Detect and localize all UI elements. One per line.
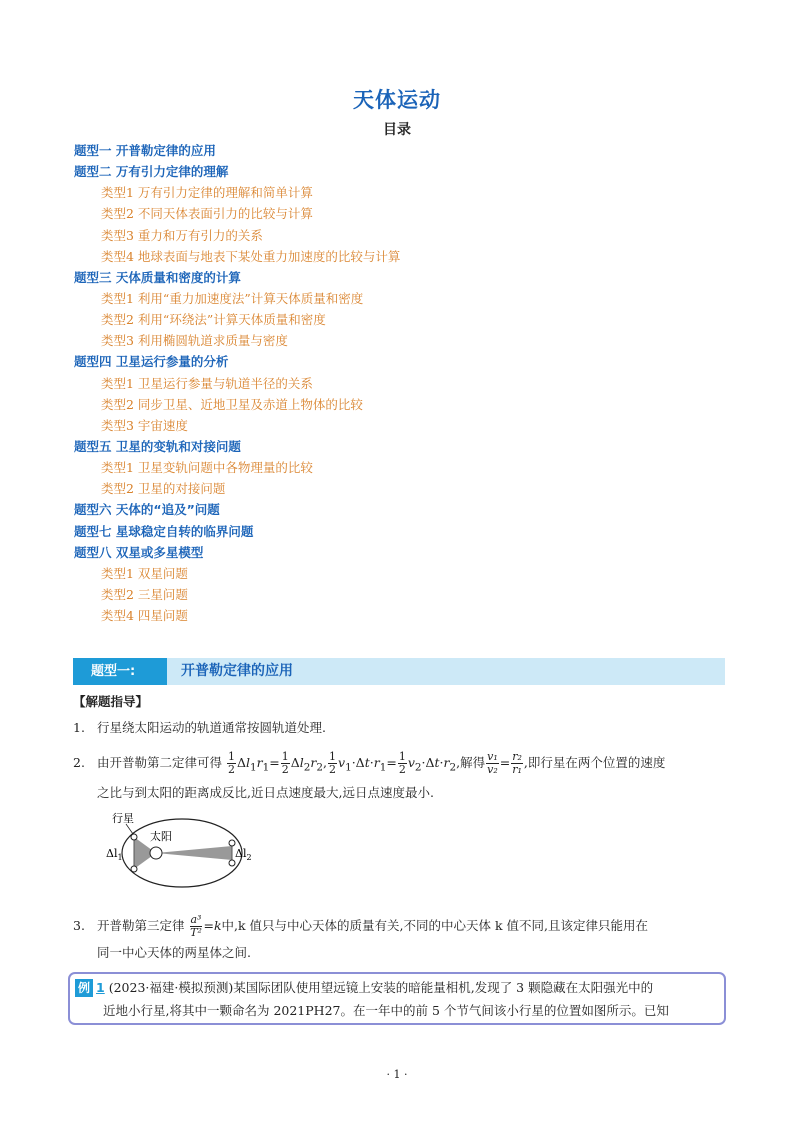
guide-item-1-text: 行星绕太阳运动的轨道通常按圆轨道处理. — [97, 720, 326, 735]
toc-subsection[interactable]: 类型1 万有引力定律的理解和简单计算 — [101, 185, 313, 201]
toc-subsection[interactable]: 类型2 三星问题 — [101, 586, 188, 602]
sun-icon — [150, 847, 162, 859]
toc-subsection[interactable]: 类型2 卫星的对接问题 — [101, 481, 226, 497]
kepler-third-law-fraction: $\frac{\text{a³}}{\text{T²}}$ — [190, 913, 202, 939]
example-box — [68, 972, 726, 1025]
toc-subsection[interactable]: 类型1 卫星运行参量与轨道半径的关系 — [101, 375, 313, 391]
table-of-contents — [74, 140, 400, 626]
guide-item-3: 3. 开普勒第三定律 $\frac{\text{a³}}{\text{T²}}$ =k中,k 值只与中心天体的质量有关,不同的中心天体 k 值不同,且该定律只能用在 — [73, 913, 649, 939]
section-tag: 题型一: — [73, 658, 167, 685]
toc-subsection[interactable]: 类型4 四星问题 — [101, 608, 188, 624]
planet-icon — [131, 834, 137, 840]
planet-label: 行星 — [112, 812, 134, 825]
guide-item-1: 1. 行星绕太阳运动的轨道通常按圆轨道处理. — [73, 720, 326, 735]
example-number: 1 — [96, 980, 105, 995]
guide-item-2: 2. 由开普勒第二定律可得 $\frac{1}{2}$ $\Delta l_1r_1=$ $\frac{1}{2}$ $\Delta l_2r_2$, $\frac{1}{2}$ $v_1\cdot\Delta t\cdot r_1=$ $\frac{1}{2}$ $v_2\cdot\Delta t\cdot r_2$,解得 $\frac{\text{v₁}}{\text{v₂}}$ = $\frac{\text{r₂}}{\text{r₁}}$ ,即行星在两个位置的速度 — [73, 750, 666, 776]
toc-subsection[interactable]: 类型2 同步卫星、近地卫星及赤道上物体的比较 — [101, 396, 363, 412]
toc-subsection[interactable]: 类型1 利用“重力加速度法”计算天体质量和密度 — [101, 290, 364, 306]
toc-subsection[interactable]: 类型4 地球表面与地表下某处重力加速度的比较与计算 — [101, 248, 401, 264]
toc-subsection[interactable]: 类型3 宇宙速度 — [101, 417, 188, 433]
toc-section[interactable]: 题型一 开普勒定律的应用 — [74, 143, 216, 158]
velocity-ratio: $\frac{\text{v₁}}{\text{v₂}}$ — [487, 750, 498, 776]
toc-section[interactable]: 题型四 卫星运行参量的分析 — [74, 354, 229, 370]
toc-section[interactable]: 题型二 万有引力定律的理解 — [74, 164, 229, 180]
example-line-1: (2023·福建·模拟预测)某国际团队使用望远镜上安装的暗能量相机,发现了 3 颗隐藏在太阳强光中的 — [108, 980, 654, 995]
guide-item-3-line2: 同一中心天体的两星体之间. — [97, 945, 251, 960]
swept-area-2 — [156, 846, 232, 860]
toc-subsection[interactable]: 类型2 利用“环绕法”计算天体质量和密度 — [101, 312, 326, 328]
section-banner — [73, 658, 725, 685]
toc-section[interactable]: 题型七 星球稳定自转的临界问题 — [74, 523, 254, 539]
toc-section[interactable]: 题型六 天体的“追及”问题 — [74, 502, 220, 518]
guide-item-2-line2: 之比与到太阳的距离成反比,近日点速度最大,远日点速度最小. — [97, 785, 434, 800]
example-line-2: 近地小行星,将其中一颗命名为 2021PH27。在一年中的前 5 个节气间该小行星的位置如图所示。已知 — [103, 1003, 669, 1018]
toc-subsection[interactable]: 类型2 不同天体表面引力的比较与计算 — [101, 206, 313, 222]
sun-label: 太阳 — [150, 830, 172, 843]
section-title: 开普勒定律的应用 — [181, 663, 293, 679]
page-title: 天体运动 — [353, 88, 441, 112]
delta-l2-label: $\Delta l_2$ — [235, 847, 252, 862]
page-number: · 1 · — [386, 1068, 408, 1081]
fraction-half: $\frac{1}{2}$ — [228, 750, 235, 776]
example-tag: 例 — [75, 979, 93, 997]
radius-ratio: $\frac{\text{r₂}}{\text{r₁}}$ — [512, 750, 522, 776]
guide-heading: 【解题指导】 — [73, 694, 149, 709]
toc-subsection[interactable]: 类型1 卫星变轨问题中各物理量的比较 — [101, 460, 313, 476]
toc-section[interactable]: 题型五 卫星的变轨和对接问题 — [74, 438, 241, 454]
toc-subsection[interactable]: 类型3 重力和万有引力的关系 — [101, 227, 263, 243]
toc-section[interactable]: 题型八 双星或多星模型 — [74, 544, 204, 560]
toc-heading: 目录 — [383, 122, 411, 138]
toc-subsection[interactable]: 类型1 双星问题 — [101, 565, 188, 581]
kepler-orbit-diagram — [104, 810, 254, 896]
delta-l1-label: $\Delta l_1$ — [106, 847, 123, 862]
toc-section[interactable]: 题型三 天体质量和密度的计算 — [74, 269, 241, 285]
toc-subsection[interactable]: 类型3 利用椭圆轨道求质量与密度 — [101, 333, 288, 349]
